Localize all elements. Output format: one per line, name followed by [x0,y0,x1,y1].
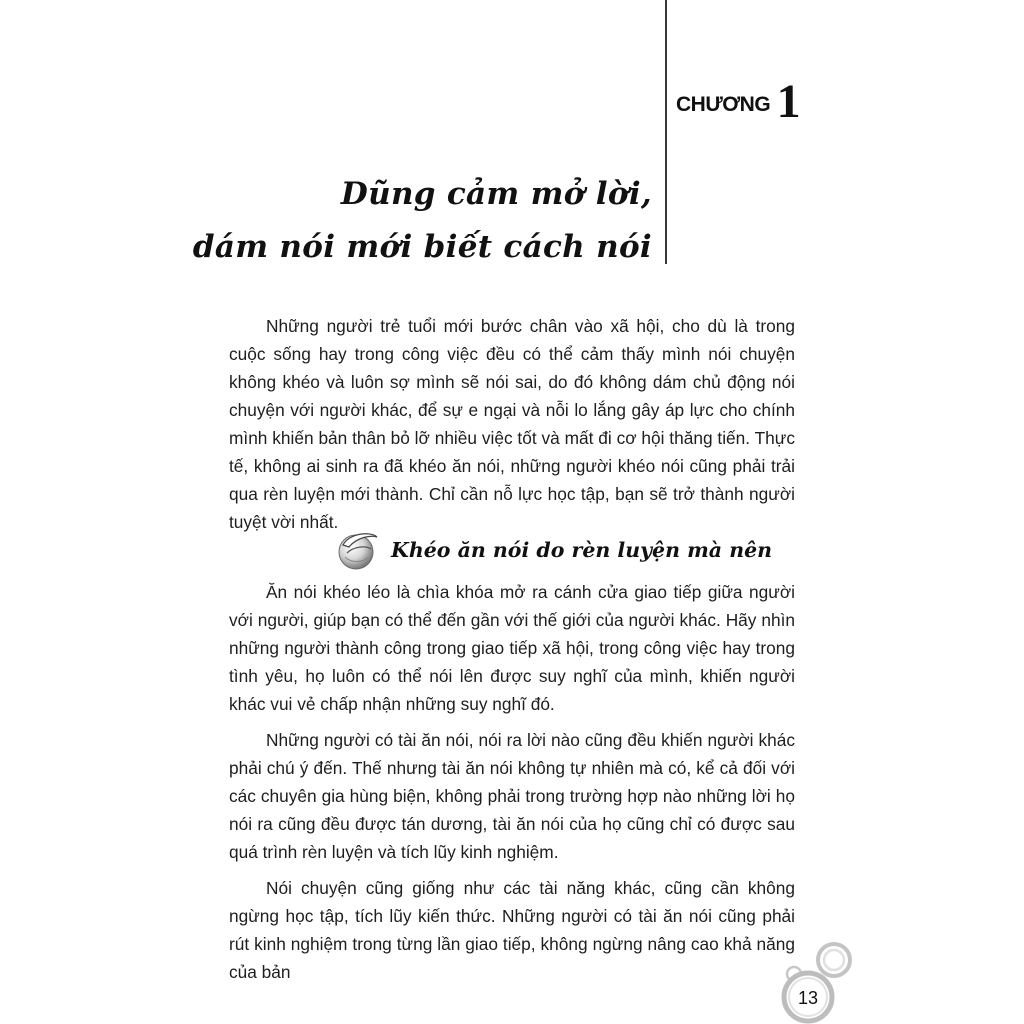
section-paragraph-2: Những người có tài ăn nói, nói ra lời nào cũng đều khiến người khác phải chú ý đến. Thế nhưng tài ăn nói không tự nhiên mà có, kể cả đối với các chuyên gia hùng biện, không phải trong trường hợp nào những lời họ nói ra cũng đều được tán dương, tài ăn nói của họ cũng chỉ có được sau quá trình rèn luyện và tích lũy kinh nghiệm. [229,730,795,862]
chapter-number: 1 [776,75,801,128]
chapter-title-line-1: Dũng cảm mở lời, [340,176,652,212]
section-heading [331,522,772,578]
page-number: 13 [797,987,819,1008]
section-body [229,578,795,994]
intro-section [229,312,795,544]
intro-paragraph: Những người trẻ tuổi mới bước chân vào xã hội, cho dù là trong cuộc sống hay trong công việc đều có thể cảm thấy mình nói chuyện không khéo và luôn sợ mình sẽ nói sai, do đó không dám chủ động nói chuyện với người khác, để sự e ngại và nỗi lo lắng gây áp lực cho chính mình khiến bản thân bỏ lỡ nhiều việc tốt và mất đi cơ hội thăng tiến. Thực tế, không ai sinh ra đã khéo ăn nói, những người khéo nói cũng phải trải qua rèn luyện mới thành. Chỉ cần nỗ lực học tập, bạn sẽ trở thành người tuyệt vời nhất. [229,316,795,532]
chapter-divider-line [665,0,667,264]
section-heading-text: Khéo ăn nói do rèn luyện mà nên [391,538,773,562]
chapter-word: CHƯƠNG [676,93,771,116]
section-paragraph-1: Ăn nói khéo léo là chìa khóa mở ra cánh cửa giao tiếp giữa người với người, giúp bạn có thể đến gần với thế giới của người khác. Hãy nhìn những người thành công trong giao tiếp xã hội, trong công việc hay trong tình yêu, họ luôn có thể nói lên được suy nghĩ của mình, khiến người khác vui vẻ chấp nhận những suy nghĩ đó. [229,582,795,714]
chapter-label [676,68,801,128]
swirl-bubble-icon [331,523,385,577]
section-paragraph-3: Nói chuyện cũng giống như các tài năng khác, cũng cần không ngừng học tập, tích lũy kiến thức. Những người có tài ăn nói cũng phải rút kinh nghiệm trong từng lần giao tiếp, không ngừng nâng cao khả năng của bản [229,878,795,982]
chapter-title [193,168,652,274]
chapter-title-line-2: dám nói mới biết cách nói [192,229,652,265]
